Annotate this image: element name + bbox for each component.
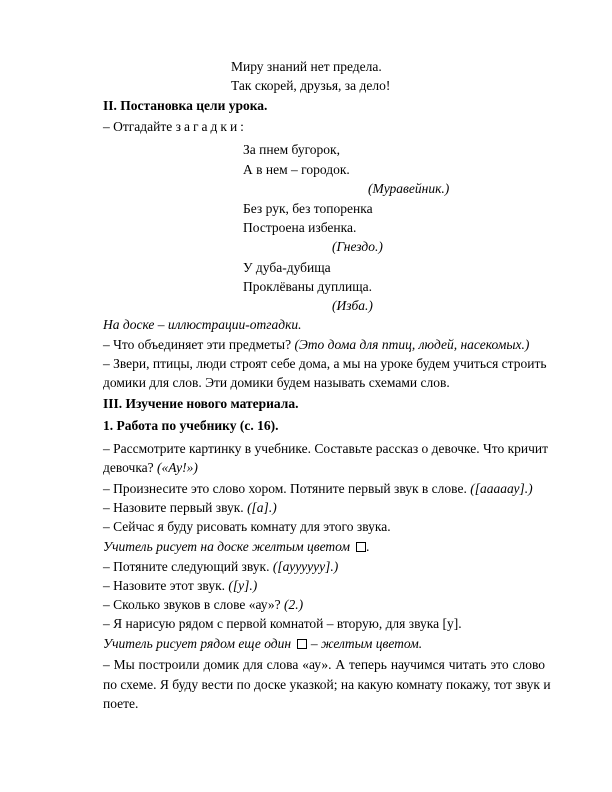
- line-2-text: – Произнесите это слово хором. Потяните первый звук в слове.: [103, 481, 471, 496]
- riddles-intro-suffix: :: [240, 119, 244, 134]
- line-8: – Я нарисую рядом с первой комнатой – вторую, для звука [у].: [103, 616, 462, 631]
- board-note: На доске – иллюстрации-отгадки.: [103, 317, 302, 332]
- line-3: [103, 500, 277, 516]
- riddle-2-answer: (Гнездо.): [332, 239, 383, 254]
- line-2-answer: ([ааааау].): [470, 481, 533, 496]
- teacher-note-1: [103, 539, 370, 555]
- riddle-1-line-2: А в нем – городок.: [243, 162, 350, 177]
- line-1-b-answer: («Ау!»): [157, 460, 198, 475]
- teacher-note-2: [103, 636, 422, 652]
- question-1-answer: (Это дома для птиц, людей, насекомых.): [294, 337, 530, 352]
- subsection-1-heading: 1. Работа по учебнику (с. 16).: [103, 418, 279, 433]
- riddle-3-line-1: У дуба-дубища: [243, 260, 331, 275]
- square-box-icon: [356, 542, 366, 552]
- line-7-answer: (2.): [283, 597, 304, 612]
- line-6-answer: ([у].): [228, 578, 258, 593]
- riddles-intro-prefix: – Отгадайте: [103, 119, 176, 134]
- line-5-answer: ([ауууууу].): [272, 559, 339, 574]
- riddle-1-answer: (Муравейник.): [368, 181, 450, 196]
- line-3-text: – Назовите первый звук.: [103, 500, 248, 515]
- question-1: [103, 337, 529, 353]
- riddle-2-line-2: Построена избенка.: [243, 220, 357, 235]
- line-1-a: – Рассмотрите картинку в учебнике. Составьте рассказ о девочке. Что кричит: [103, 441, 549, 456]
- teacher-note-2-end: – желтым цветом.: [307, 636, 423, 651]
- riddle-1-line-1: За пнем бугорок,: [243, 142, 340, 157]
- teacher-note-1-end: .: [366, 539, 370, 554]
- paragraph-2-line-2: по схеме. Я буду вести по доске указкой; на какую комнату покажу, тот звук и: [103, 677, 551, 692]
- epigraph-line-1: Миру знаний нет предела.: [231, 59, 382, 74]
- paragraph-1-line-2: домики для слов. Эти домики будем называть схемами слов.: [103, 375, 450, 390]
- line-1-b-text: девочка?: [103, 460, 158, 475]
- section-2-heading: II. Постановка цели урока.: [103, 98, 268, 113]
- section-3-heading: III. Изучение нового материала.: [103, 396, 299, 411]
- line-5-text: – Потяните следующий звук.: [103, 559, 273, 574]
- epigraph-line-2: Так скорей, друзья, за дело!: [231, 78, 391, 93]
- line-3-answer: ([а].): [247, 500, 277, 515]
- riddle-3-line-2: Проклёваны дуплища.: [243, 279, 372, 294]
- riddle-2-line-1: Без рук, без топоренка: [243, 201, 373, 216]
- paragraph-2-line-3: поете.: [103, 696, 139, 711]
- line-2: [103, 481, 533, 497]
- line-6: [103, 578, 257, 594]
- paragraph-2-line-1: – Мы построили домик для слова «ау». А теперь научимся читать это слово: [103, 657, 545, 672]
- teacher-note-1-text: Учитель рисует на доске желтым цветом: [103, 539, 350, 554]
- paragraph-1-line-1: – Звери, птицы, люди строят себе дома, а мы на уроке будем учиться строить: [103, 356, 547, 371]
- line-5: [103, 559, 338, 575]
- square-box-icon: [297, 639, 307, 649]
- line-4: – Сейчас я буду рисовать комнату для этого звука.: [103, 519, 391, 534]
- riddle-3-answer: (Изба.): [332, 298, 373, 313]
- line-7: [103, 597, 303, 613]
- riddles-intro: [103, 119, 244, 135]
- riddles-intro-spaced: загадки: [175, 119, 241, 134]
- line-7-text: – Сколько звуков в слове «ау»?: [103, 597, 284, 612]
- line-6-text: – Назовите этот звук.: [103, 578, 229, 593]
- line-1-b: [103, 460, 198, 476]
- question-1-text: – Что объединяет эти предметы?: [103, 337, 295, 352]
- teacher-note-2-text: Учитель рисует рядом еще один: [103, 636, 292, 651]
